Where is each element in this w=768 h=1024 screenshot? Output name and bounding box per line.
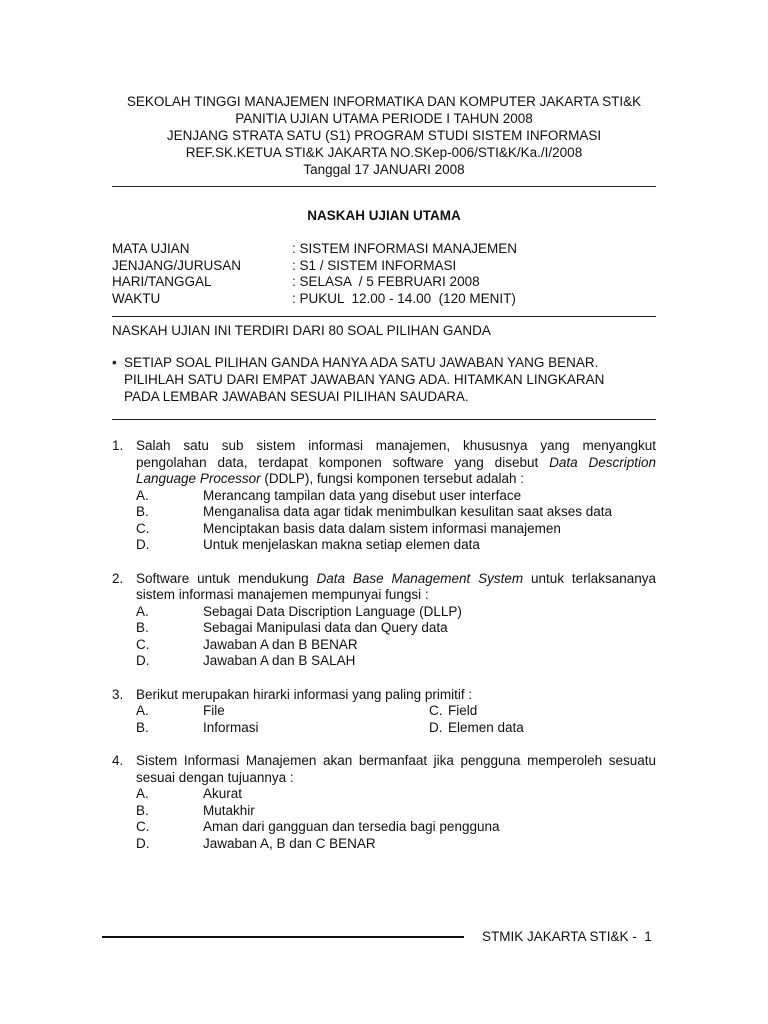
option-text: File (203, 703, 225, 718)
info-value: : SISTEM INFORMASI MANAJEMEN (292, 241, 518, 256)
exam-intro: NASKAH UJIAN INI TERDIRI DARI 80 SOAL PILIHAN GANDA (112, 323, 491, 338)
answer-option (112, 604, 656, 621)
question-text: Berikut merupakan hirarki informasi yang paling primitif : (136, 686, 473, 702)
option-letter: D. (136, 835, 150, 851)
option-letter: B. (136, 620, 149, 635)
answer-option (112, 537, 656, 554)
question-item (112, 687, 656, 737)
footer-divider (102, 936, 464, 938)
option-letter: B. (136, 504, 149, 519)
answer-option (112, 620, 656, 637)
header-date: Tanggal 17 JANUARI 2008 (303, 162, 465, 177)
question-number: 2. (112, 570, 124, 586)
option-text: Menciptakan basis data dalam sistem informasi manajemen (203, 520, 561, 536)
option-text: Jawaban A dan B SALAH (203, 653, 356, 668)
header-institution: SEKOLAH TINGGI MANAJEMEN INFORMATIKA DAN KOMPUTER JAKARTA STI&K (126, 94, 642, 109)
instructions (112, 355, 656, 406)
option-letter: A. (136, 786, 149, 801)
option-letter: C. (136, 520, 150, 536)
instruction-line: PADA LEMBAR JAWABAN SESUAI PILIHAN SAUDARA. (124, 389, 469, 404)
info-value: : S1 / SISTEM INFORMASI (292, 257, 457, 273)
option-text: Menganalisa data agar tidak menimbulkan kesulitan saat akses data (203, 504, 612, 519)
option-letter: A. (136, 487, 149, 503)
answer-option (112, 803, 656, 820)
bullet-icon: • (112, 355, 117, 370)
document-header (112, 94, 656, 179)
question-number: 3. (112, 686, 124, 702)
answer-option (112, 637, 656, 654)
answer-option (112, 521, 656, 538)
answer-option-row (112, 720, 656, 737)
option-letter: C. (136, 636, 150, 652)
option-text: Akurat (203, 786, 243, 801)
info-label: WAKTU (112, 290, 161, 306)
page-footer: STMIK JAKARTA STI&K - 1 (482, 929, 652, 944)
option-text: Merancang tampilan data yang disebut user interface (203, 487, 522, 503)
instruction-line: PILIHLAH SATU DARI EMPAT JAWABAN YANG ADA. HITAMKAN LINGKARAN (124, 372, 605, 387)
option-letter: C. (429, 703, 443, 718)
info-row (112, 241, 656, 258)
option-letter: B. (136, 719, 149, 735)
question-number: 4. (112, 753, 124, 768)
info-value: : SELASA / 5 FEBRUARI 2008 (292, 274, 480, 289)
option-letter: D. (429, 719, 443, 735)
header-reference: REF.SK.KETUA STI&K JAKARTA NO.SKep-006/STI&K/Ka./I/2008 (185, 145, 583, 160)
answer-option (112, 653, 656, 670)
divider (112, 316, 656, 317)
answer-option (112, 786, 656, 803)
option-letter: D. (136, 537, 150, 552)
answer-option (112, 504, 656, 521)
option-text: Sebagai Manipulasi data dan Query data (203, 620, 448, 635)
info-label: JENJANG/JURUSAN (112, 257, 242, 273)
option-letter: A. (136, 703, 149, 718)
question-item (112, 571, 656, 670)
question-text: Sistem Informasi Manajemen akan bermanfaat jika pengguna memperoleh sesuatu sesuai dengan tujuannya : (136, 753, 656, 785)
divider (112, 419, 656, 420)
answer-option (112, 488, 656, 505)
info-row (112, 274, 656, 291)
info-value: : PUKUL 12.00 - 14.00 (120 MENIT) (292, 290, 516, 306)
option-text: Jawaban A dan B BENAR (203, 636, 358, 652)
option-text: Elemen data (448, 719, 524, 735)
instruction-line: SETIAP SOAL PILIHAN GANDA HANYA ADA SATU JAWABAN YANG BENAR. (124, 355, 599, 370)
option-text: Informasi (203, 719, 259, 735)
divider (112, 186, 656, 187)
option-letter: B. (136, 802, 149, 818)
option-text: Aman dari gangguan dan tersedia bagi pengguna (203, 819, 500, 834)
option-letter: C. (136, 819, 150, 834)
question-text: Salah satu sub sistem informasi manajemen, khususnya yang menyangkut pengolahan data, terdapat komponen software yang disebut Data Description Language Processor (DDLP), fungsi komponen tersebut adalah : (136, 438, 657, 486)
answer-option (112, 836, 656, 853)
option-letter: A. (136, 603, 149, 619)
question-item (112, 753, 656, 852)
option-letter: D. (136, 653, 150, 668)
header-program: JENJANG STRATA SATU (S1) PROGRAM STUDI SISTEM INFORMASI (166, 128, 602, 143)
answer-option-row (112, 703, 656, 720)
info-label: MATA UJIAN (112, 241, 190, 256)
info-row (112, 258, 656, 275)
option-text: Sebagai Data Discription Language (DLLP) (203, 603, 462, 619)
option-text: Untuk menjelaskan makna setiap elemen data (203, 537, 480, 552)
question-text: Software untuk mendukung Data Base Management System untuk terlaksananya sistem informasi manajemen mempunyai fungsi : (136, 570, 656, 602)
question-number: 1. (112, 438, 124, 453)
option-text: Field (448, 703, 478, 718)
option-text: Mutakhir (203, 802, 255, 818)
question-list (112, 438, 656, 869)
info-label: HARI/TANGGAL (112, 274, 212, 289)
document-title: NASKAH UJIAN UTAMA (307, 208, 461, 223)
option-text: Jawaban A, B dan C BENAR (203, 835, 376, 851)
question-item (112, 438, 656, 554)
header-committee: PANITIA UJIAN UTAMA PERIODE I TAHUN 2008 (235, 111, 533, 126)
answer-option (112, 819, 656, 836)
info-row (112, 291, 656, 308)
exam-info (112, 241, 656, 307)
